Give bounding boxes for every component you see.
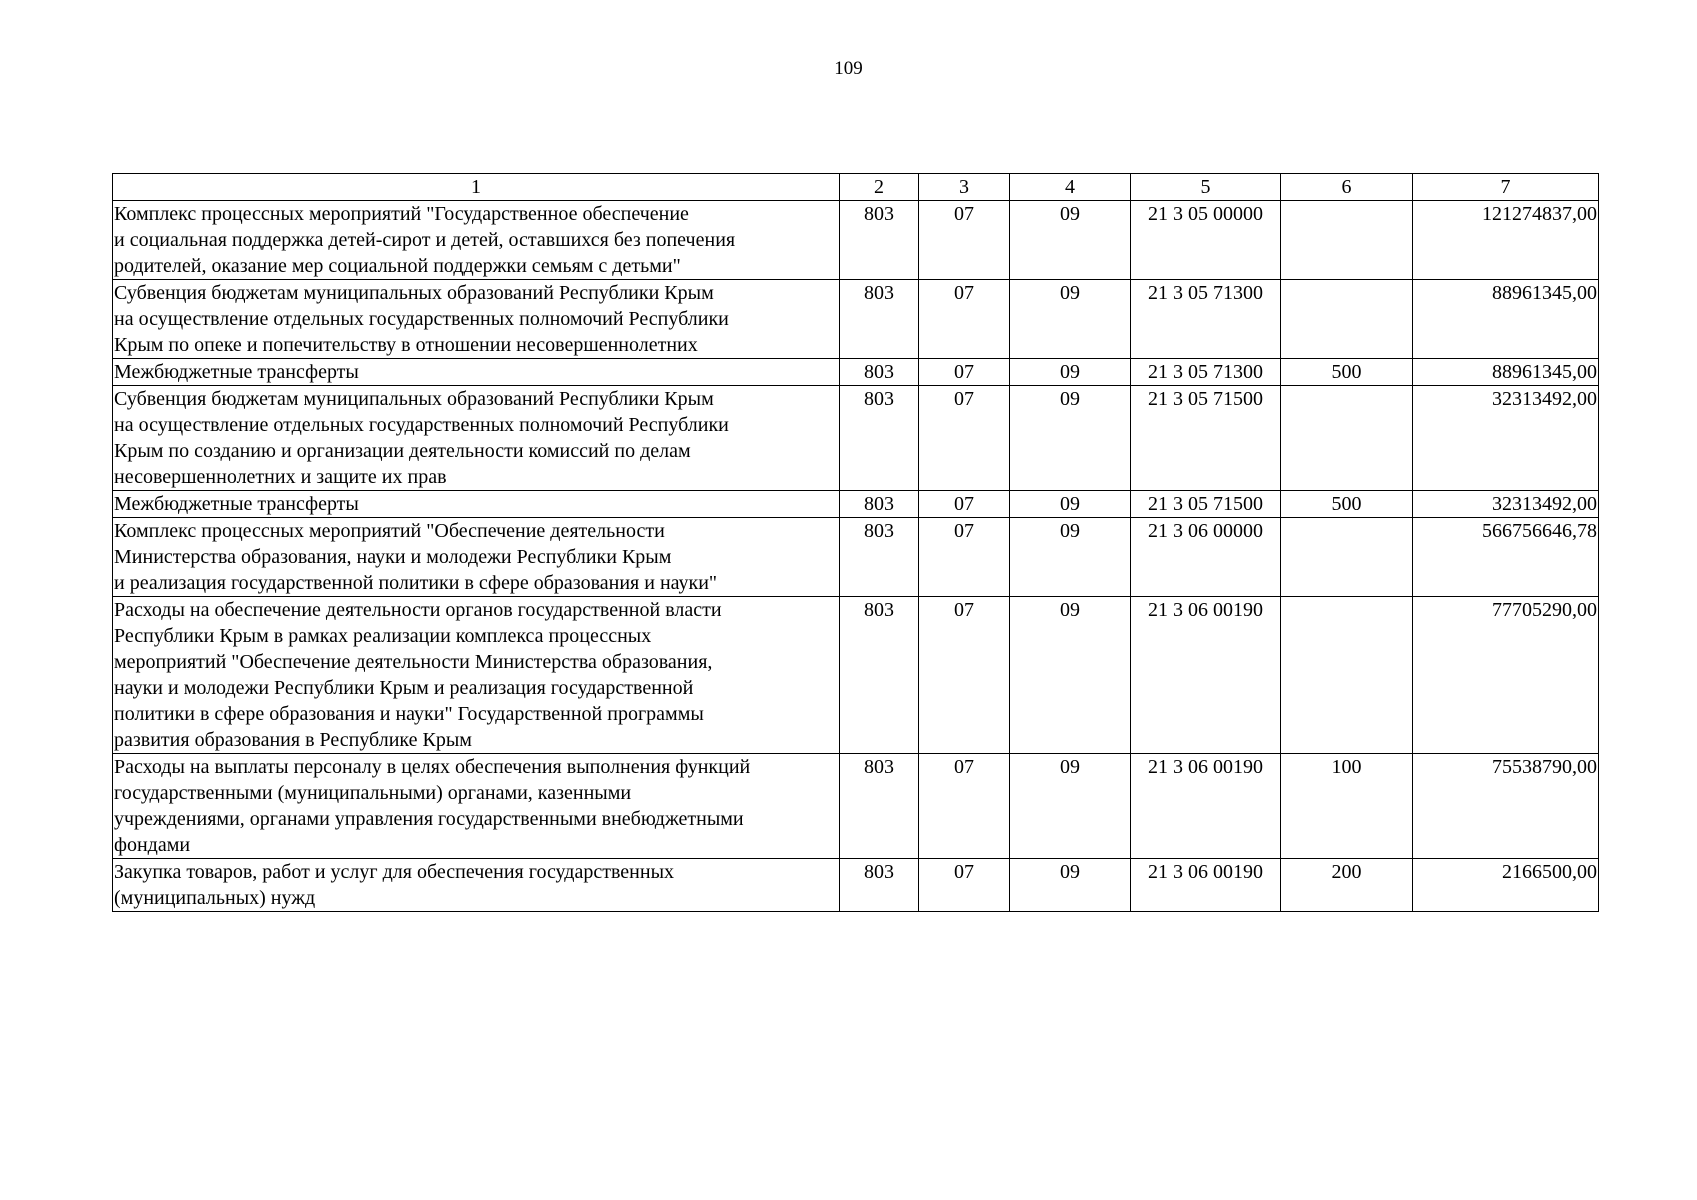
row-section-code: 07	[919, 201, 1010, 280]
column-header-7: 7	[1413, 174, 1599, 201]
table-row	[113, 386, 1599, 491]
row-subsection-code: 09	[1010, 491, 1131, 518]
row-ministry-code: 803	[840, 597, 919, 754]
table-row	[113, 491, 1599, 518]
row-expense-type	[1281, 386, 1413, 491]
row-name: Расходы на обеспечение деятельности органов государственной власти Республики Крым в рамках реализации комплекса процессных мероприятий "Обеспечение деятельности Министерства образования, науки и молодежи Республики Крым и реализация государственной политики в сфере образования и науки" Государственной программы развития образования в Республике Крым	[113, 597, 840, 754]
row-target-code: 21 3 05 71500	[1131, 386, 1281, 491]
row-target-code: 21 3 05 71500	[1131, 491, 1281, 518]
row-expense-type	[1281, 201, 1413, 280]
row-name: Субвенция бюджетам муниципальных образований Республики Крым на осуществление отдельных государственных полномочий Республики Крым по созданию и организации деятельности комиссий по делам несовершеннолетних и защите их прав	[113, 386, 840, 491]
row-subsection-code: 09	[1010, 597, 1131, 754]
row-section-code: 07	[919, 754, 1010, 859]
row-ministry-code: 803	[840, 280, 919, 359]
row-name: Закупка товаров, работ и услуг для обеспечения государственных (муниципальных) нужд	[113, 859, 840, 912]
column-header-5: 5	[1131, 174, 1281, 201]
row-name: Комплекс процессных мероприятий "Обеспечение деятельности Министерства образования, науки и молодежи Республики Крым и реализация государственной политики в сфере образования и науки"	[113, 518, 840, 597]
header-row	[113, 174, 1599, 201]
row-amount: 2166500,00	[1413, 859, 1599, 912]
row-name: Субвенция бюджетам муниципальных образований Республики Крым на осуществление отдельных государственных полномочий Республики Крым по опеке и попечительству в отношении несовершеннолетних	[113, 280, 840, 359]
row-ministry-code: 803	[840, 201, 919, 280]
row-ministry-code: 803	[840, 859, 919, 912]
column-header-4: 4	[1010, 174, 1131, 201]
row-expense-type: 100	[1281, 754, 1413, 859]
row-amount: 32313492,00	[1413, 386, 1599, 491]
row-name: Расходы на выплаты персоналу в целях обеспечения выполнения функций государственными (муниципальными) органами, казенными учреждениями, органами управления государственными внебюджетными фондами	[113, 754, 840, 859]
row-amount: 121274837,00	[1413, 201, 1599, 280]
row-ministry-code: 803	[840, 754, 919, 859]
row-expense-type: 500	[1281, 491, 1413, 518]
row-name: Межбюджетные трансферты	[113, 359, 840, 386]
row-section-code: 07	[919, 859, 1010, 912]
table-row	[113, 518, 1599, 597]
table-header	[113, 174, 1599, 201]
table-body	[113, 201, 1599, 912]
row-target-code: 21 3 06 00190	[1131, 859, 1281, 912]
row-section-code: 07	[919, 280, 1010, 359]
row-target-code: 21 3 05 71300	[1131, 280, 1281, 359]
table-row	[113, 359, 1599, 386]
column-header-2: 2	[840, 174, 919, 201]
row-ministry-code: 803	[840, 518, 919, 597]
row-section-code: 07	[919, 491, 1010, 518]
row-section-code: 07	[919, 597, 1010, 754]
row-subsection-code: 09	[1010, 280, 1131, 359]
row-expense-type: 500	[1281, 359, 1413, 386]
row-target-code: 21 3 05 71300	[1131, 359, 1281, 386]
row-amount: 88961345,00	[1413, 280, 1599, 359]
row-expense-type	[1281, 597, 1413, 754]
column-header-3: 3	[919, 174, 1010, 201]
budget-table	[112, 173, 1599, 912]
table-row	[113, 280, 1599, 359]
row-target-code: 21 3 06 00000	[1131, 518, 1281, 597]
row-section-code: 07	[919, 359, 1010, 386]
row-target-code: 21 3 05 00000	[1131, 201, 1281, 280]
row-expense-type	[1281, 280, 1413, 359]
table-row	[113, 597, 1599, 754]
row-ministry-code: 803	[840, 386, 919, 491]
row-subsection-code: 09	[1010, 201, 1131, 280]
row-amount: 77705290,00	[1413, 597, 1599, 754]
row-target-code: 21 3 06 00190	[1131, 597, 1281, 754]
row-ministry-code: 803	[840, 491, 919, 518]
row-expense-type: 200	[1281, 859, 1413, 912]
column-header-1: 1	[113, 174, 840, 201]
page-number: 109	[834, 58, 863, 79]
row-amount: 88961345,00	[1413, 359, 1599, 386]
row-subsection-code: 09	[1010, 859, 1131, 912]
row-subsection-code: 09	[1010, 518, 1131, 597]
row-expense-type	[1281, 518, 1413, 597]
row-amount: 75538790,00	[1413, 754, 1599, 859]
row-amount: 566756646,78	[1413, 518, 1599, 597]
row-section-code: 07	[919, 518, 1010, 597]
row-target-code: 21 3 06 00190	[1131, 754, 1281, 859]
row-name: Комплекс процессных мероприятий "Государственное обеспечение и социальная поддержка детей-сирот и детей, оставшихся без попечения родителей, оказание мер социальной поддержки семьям с детьми"	[113, 201, 840, 280]
table-row	[113, 754, 1599, 859]
row-subsection-code: 09	[1010, 754, 1131, 859]
column-header-6: 6	[1281, 174, 1413, 201]
table-row	[113, 859, 1599, 912]
row-subsection-code: 09	[1010, 386, 1131, 491]
row-section-code: 07	[919, 386, 1010, 491]
table-row	[113, 201, 1599, 280]
row-subsection-code: 09	[1010, 359, 1131, 386]
row-amount: 32313492,00	[1413, 491, 1599, 518]
row-name: Межбюджетные трансферты	[113, 491, 840, 518]
row-ministry-code: 803	[840, 359, 919, 386]
